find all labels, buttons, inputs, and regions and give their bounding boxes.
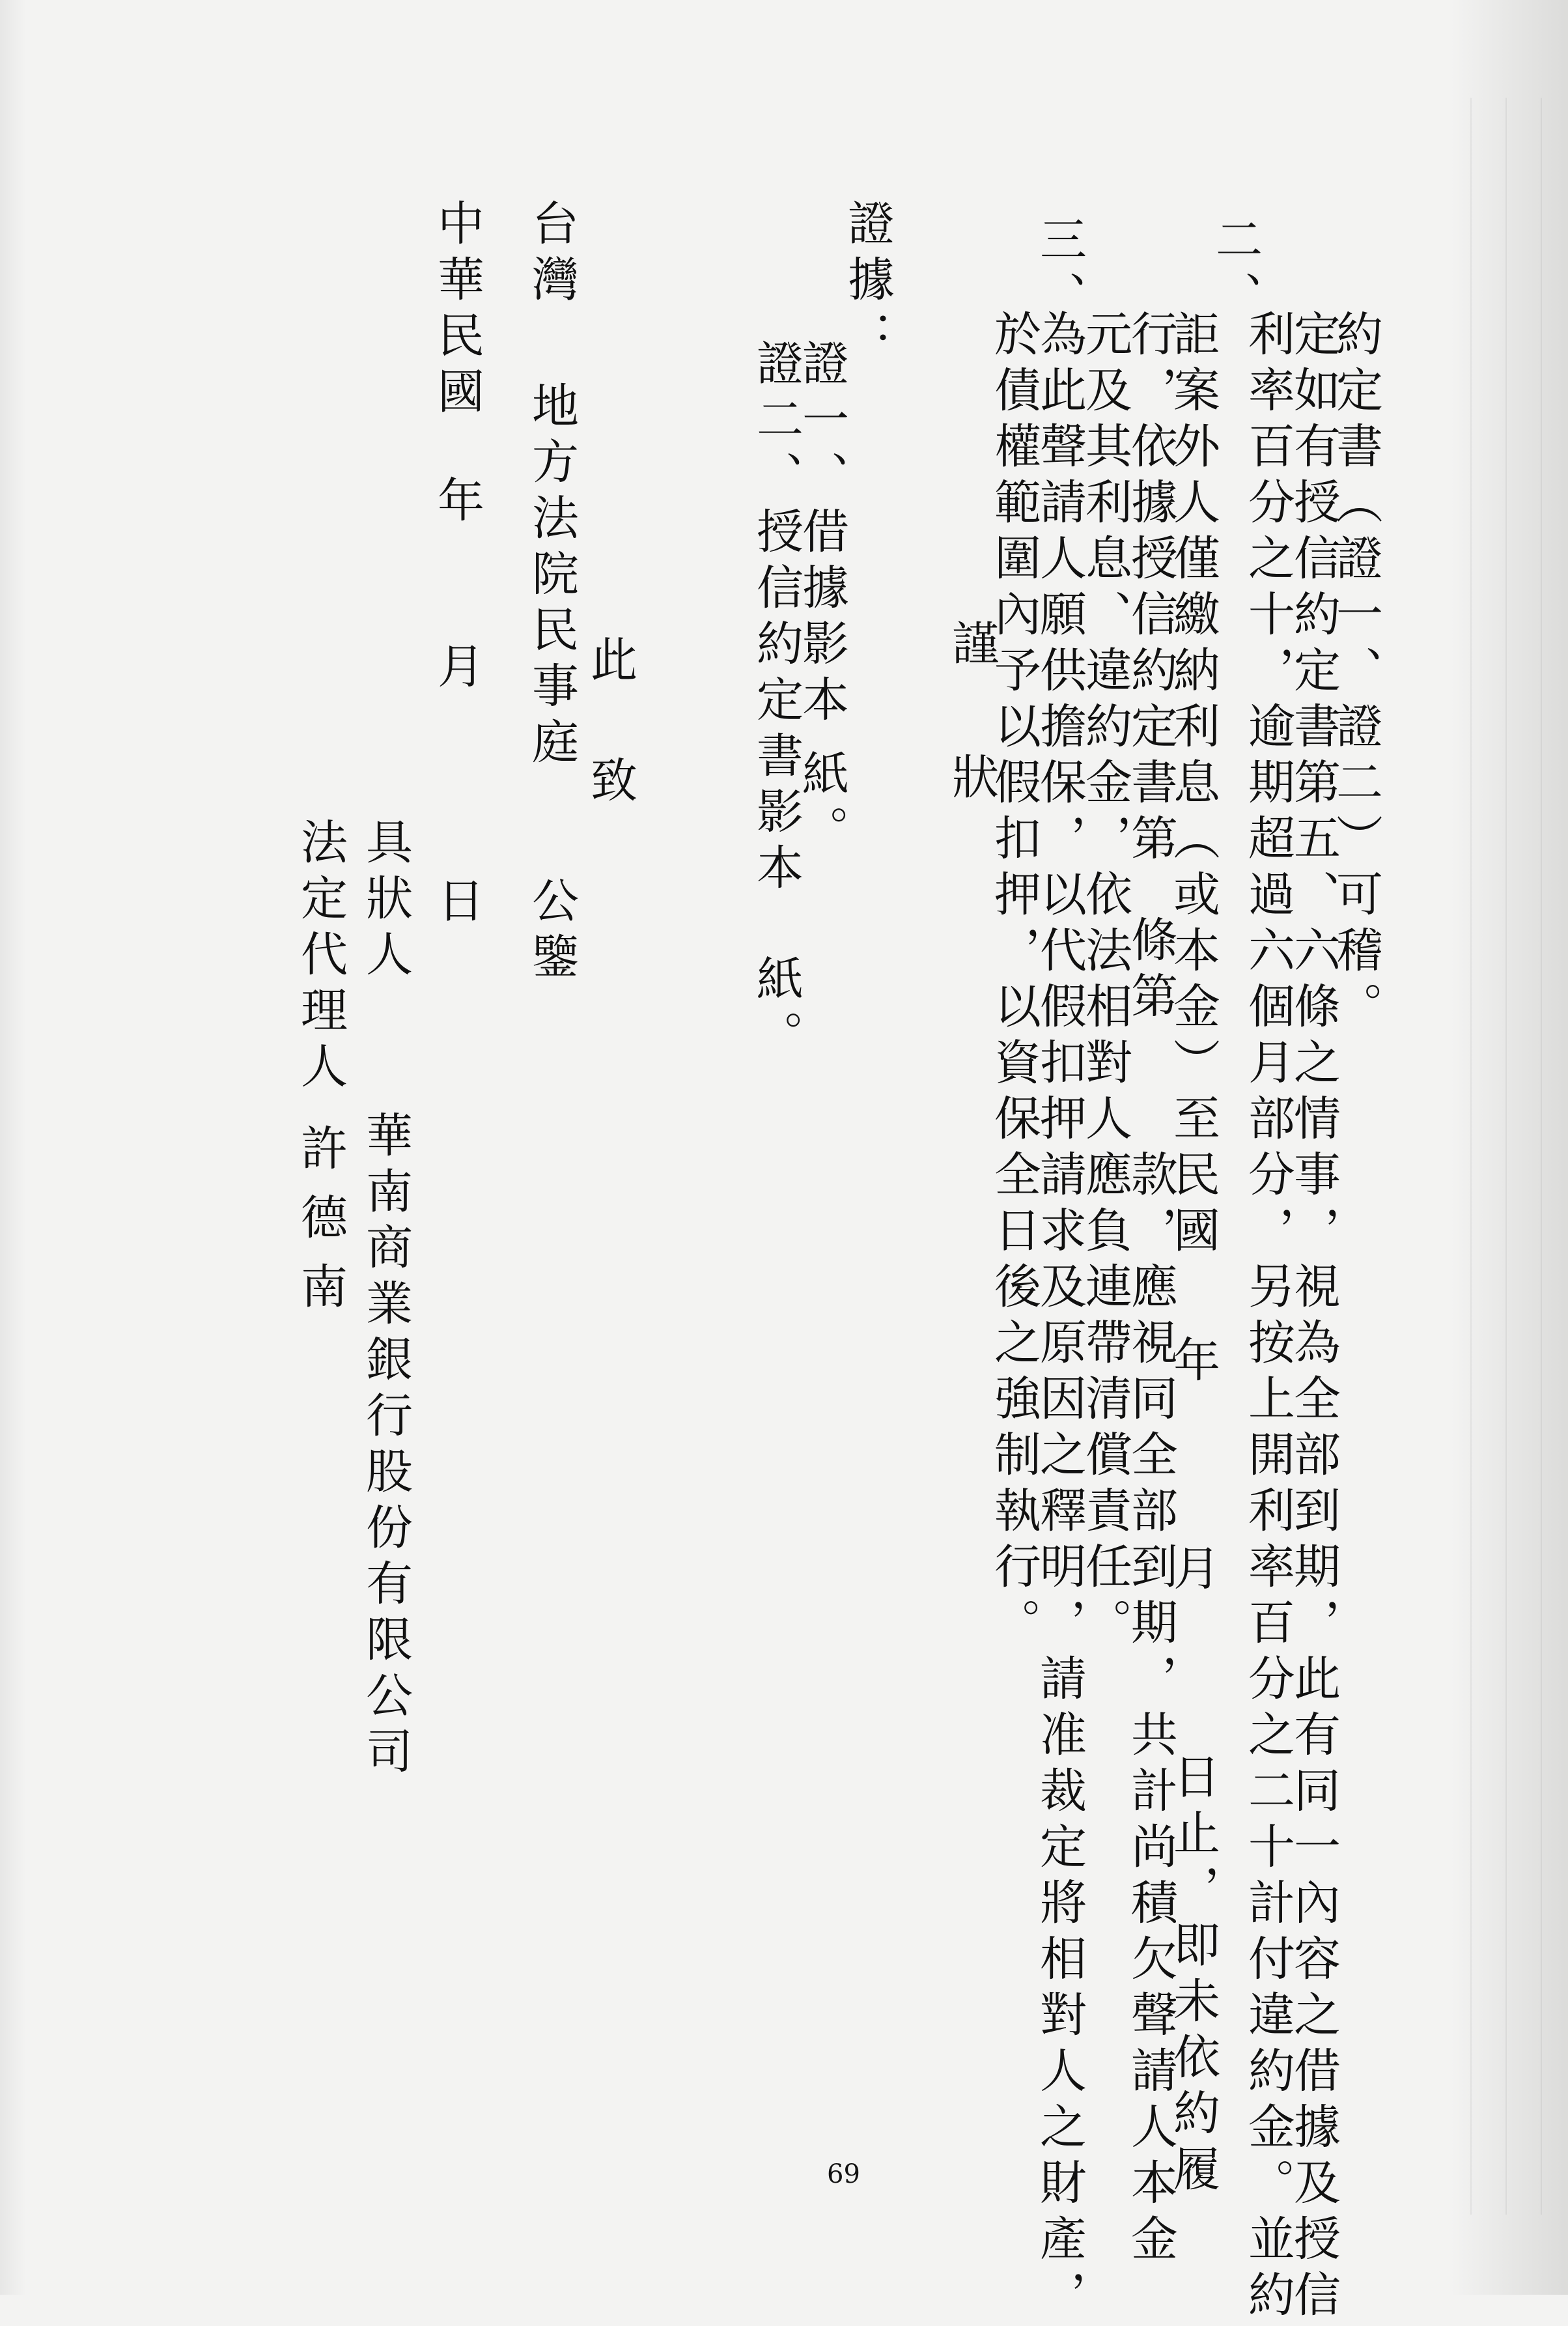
respectfully-char: 謹 [944, 619, 999, 675]
text-line: 日止，即未依約履 [1166, 1752, 1220, 2200]
court-name: 地方法院民事庭 [524, 381, 579, 773]
date-era: 中華民國 [430, 199, 484, 423]
item-two-marker: 二、 [1208, 215, 1263, 327]
text-line: 條第 [1123, 915, 1178, 1027]
blank-month-label: 月 [1166, 1544, 1220, 1600]
evidence-item-2: 證二、授信約定書影本 [749, 339, 804, 899]
blank-year-label: 年 [1166, 1335, 1220, 1391]
date-month: 月 [430, 642, 484, 698]
text-line: 行，依據授信約定書第 [1123, 309, 1178, 870]
text-line: 於債權範圍內予以假扣押，以資保全日後之強制執行。 [987, 309, 1041, 1654]
evidence-item-1-sheets: 紙。 [794, 749, 849, 861]
date-day: 日 [430, 876, 484, 932]
text-line: 利率百分之十，逾期超過六個月部分，另按上開利率百分之二十計付違約金。並約 [1240, 309, 1295, 2326]
to-char: 致 [583, 756, 637, 812]
legal-rep-name: 許德南 [293, 1124, 348, 1331]
date-year: 年 [430, 475, 484, 532]
text-line: 約定書（證一、證二）可稽。 [1328, 309, 1383, 1038]
page-gutter-shadow [0, 0, 26, 2295]
petitioner-label: 具狀人 [358, 817, 413, 986]
petitioner-name: 華南商業銀行股份有限公司 [358, 1111, 413, 1783]
text-line: 為此聲請人願供擔保，以代假扣押請求及原因之釋明，請准裁定將相對人之財產， [1032, 309, 1087, 2326]
item-three-marker: 三、 [1032, 215, 1087, 327]
text-line: 元及其利息、違約金，依法相對人應負連帶清償責任。 [1078, 309, 1132, 1654]
legal-rep-label: 法定代理人 [293, 817, 348, 1098]
evidence-item-2-sheets: 紙。 [749, 954, 804, 1066]
text-line: 款，應視同全部到期，共計尚積欠聲請人本金 [1123, 1150, 1178, 2270]
evidence-heading: 證據： [840, 199, 895, 367]
petition-char: 狀 [944, 752, 999, 808]
page-number: 69 [827, 2159, 860, 2189]
court-salutation: 公鑒 [524, 876, 579, 988]
evidence-item-1: 證一、借據影本 [794, 339, 849, 731]
adjacent-page-lines [1470, 98, 1542, 2215]
text-line: 定如有授信約定書第五、六條之情事，視為全部到期，此有同一內容之借據及授信 [1286, 309, 1341, 2326]
addressed-char: 此 [583, 635, 637, 691]
text-line: 詎案外人僅繳納利息（或本金）至民國 [1166, 309, 1220, 1262]
court-region: 台灣 [524, 199, 579, 311]
